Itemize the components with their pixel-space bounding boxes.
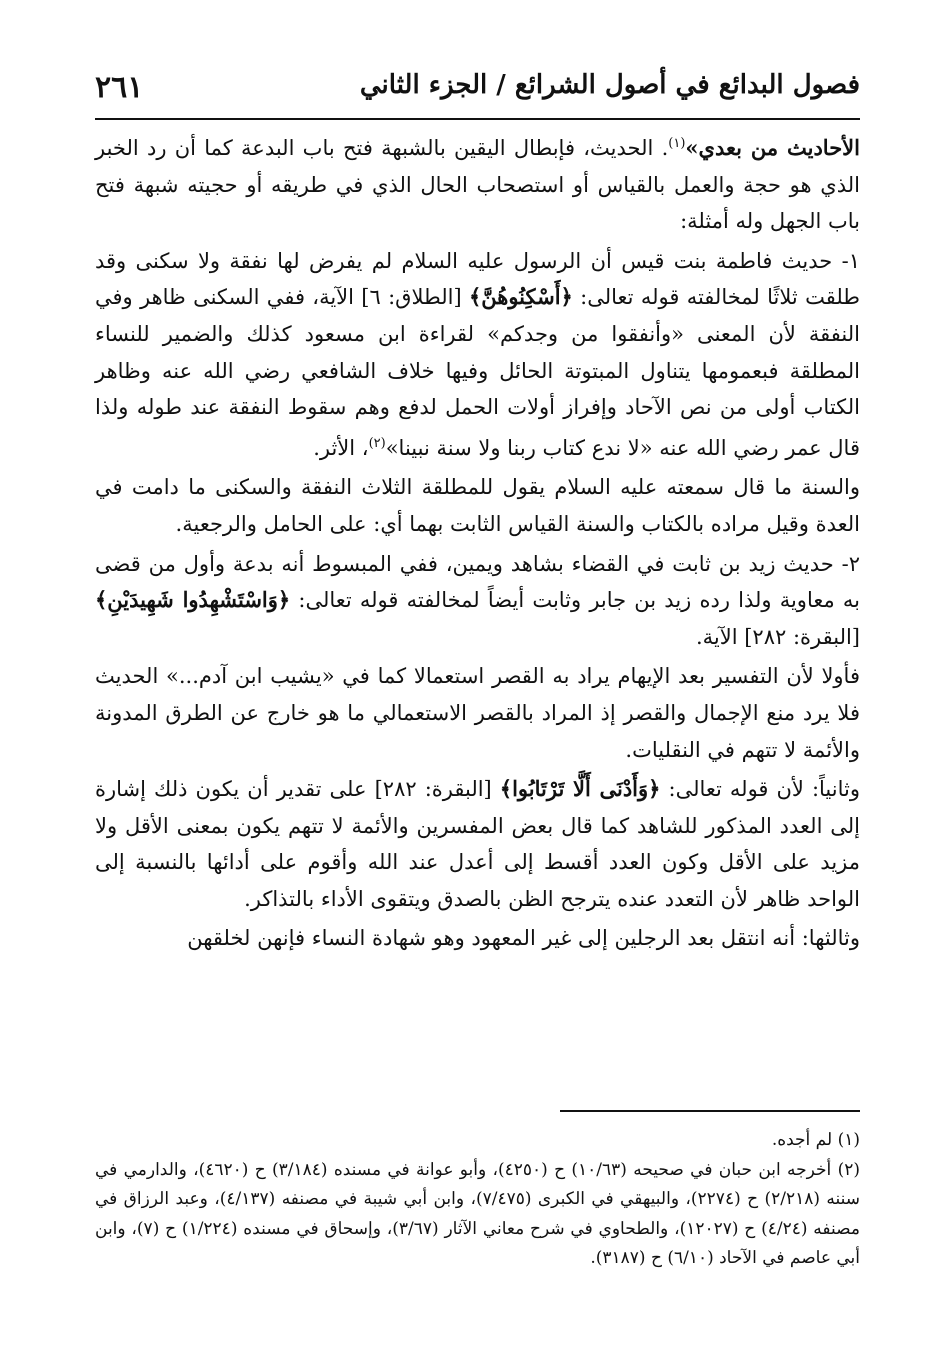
footnote-item: (٢) أخرجه ابن حبان في صحيحه (١٠/٦٣) ح (٤٢٥٠)، وأبو عوانة في مسنده (٣/١٨٤) ح (٤٦٢٠)، والدارمي في سننه (٢/٢١٨) ح (٢٢٧٤)، والبيهقي في الكبرى (٧/٤٧٥)، وابن أبي شيبة في مصنفه (٤/١٣٧)، وعبد الرزاق في مصنفه (٤/٢٤) ح (١٢٠٢٧)، والطحاوي في شرح معاني الآثار (٣/٦٧)، وإسحاق في مسنده (١/٢٢٤) ح (٧)، وابن أبي عاصم في الآحاد (٦/١٠) ح (٣١٨٧). <box>95 1159 860 1268</box>
paragraph-text: ، الأثر. <box>313 435 369 460</box>
footnote-rule <box>560 1110 860 1112</box>
quran-verse: ﴿أَسْكِنُوهُنَّ﴾ <box>468 284 573 310</box>
footnote-ref[interactable]: (٢) <box>368 435 386 451</box>
paragraph-text: [البقرة: ٢٨٢] الآية. <box>695 624 860 649</box>
paragraph-text: ٢- حديث زيد بن ثابت في القضاء بشاهد ويمين، ففي المبسوط أنه بدعة وأول من قضى به معاوية ولذا رده زيد بن جابر وثابت أيضاً لمخالفته قوله تعالى: <box>95 551 860 613</box>
book-page <box>95 58 860 960</box>
paragraph <box>95 658 860 768</box>
page-number: ٢٦١ <box>95 70 144 105</box>
footnote-item: (١) لم أجده. <box>771 1130 860 1150</box>
running-title: فصول البدائع في أصول الشرائع / الجزء الثاني <box>359 70 860 100</box>
paragraph <box>95 771 860 917</box>
page-header <box>95 58 860 116</box>
paragraph <box>95 469 860 542</box>
quran-verse: ﴿وَأَدْنَى أَلَّا تَرْتَابُوا﴾ <box>499 776 661 802</box>
paragraph-text: [البقرة: ٢٨٢] على تقدير أن يكون ذلك إشارة إلى العدد المذكور للشاهد كما قال بعض المفسرين والأئمة لا تتهم يكون بمعنى الأقل ولا مزيد على الأقل وكون العدد أقسط إلى أعدل عند الله وأقوم على أدائها بالنسبة إلى الواحد ظاهر لأن التعدد عنده يترجح الظن بالصدق ويتقوى الأداء بالتذاكر. <box>95 777 860 911</box>
paragraph-text: . الحديث، فإبطال اليقين بالشبهة فتح باب البدعة كما أن رد الخبر الذي هو حجة والعمل بالقياس أو استصحاب الحال الذي في طريقه أو حجيته شبهة فتح باب الجهل وله أمثلة: <box>95 136 860 234</box>
paragraph <box>95 243 860 467</box>
paragraph-text: وثانياً: لأن قوله تعالى: <box>660 777 860 802</box>
main-text <box>95 126 860 957</box>
hadith-quote: الأحاديث من بعدي» <box>685 135 860 160</box>
quran-verse: ﴿وَاسْتَشْهِدُوا شَهِيدَيْنِ﴾ <box>95 587 291 613</box>
paragraph-text: فأولا لأن التفسير بعد الإيهام يراد به القصر استعمالا كما في «يشيب ابن آدم...» الحديث فلا يرد منع الإجمال والقصر إذ المراد بالقصر الاستعمالي ما هو خارج عن الطرق المدونة والأئمة لا تتهم في النقليات. <box>95 664 860 762</box>
footnote-list <box>95 1126 860 1274</box>
paragraph-text: والسنة ما قال سمعته عليه السلام يقول للمطلقة الثلاث النفقة والسكنى ما دامت في العدة وقيل مراده بالكتاب والسنة القياس الثابت بهما أي: على الحامل والرجعية. <box>95 475 860 536</box>
paragraph-text: [الطلاق: ٦] الآية، ففي السكنى ظاهر وفي النفقة لأن المعنى «وأنفقوا من وجدكم» لقراءة ابن مسعود كذلك والضمير للنساء المطلقة فبعمومها يتناول المبتوتة الحائل وفيها خلاف الشافعي رضي الله عنه وظاهر الكتاب أولى من نص الآحاد وإفراز أولات الحمل لدفع وهم سقوط النفقة عند طوله ولذا قال عمر رضي الله عنه «لا ندع كتاب ربنا ولا سنة نبينا» <box>95 285 860 460</box>
paragraph <box>95 546 860 656</box>
header-rule <box>95 118 860 120</box>
paragraph-text: وثالثها: أنه انتقل بعد الرجلين إلى غير المعهود وهو شهادة النساء فإنهن لخلقهن <box>187 926 860 951</box>
paragraph-text: ١- حديث فاطمة بنت قيس أن الرسول عليه السلام لم يفرض لها نفقة ولا سكنى وقد طلقت ثلاثًا لمخالفته قوله تعالى: <box>95 248 860 310</box>
footnotes <box>95 1110 860 1274</box>
paragraph <box>95 920 860 957</box>
paragraph <box>95 126 860 240</box>
footnote-ref[interactable]: (١) <box>668 136 686 151</box>
